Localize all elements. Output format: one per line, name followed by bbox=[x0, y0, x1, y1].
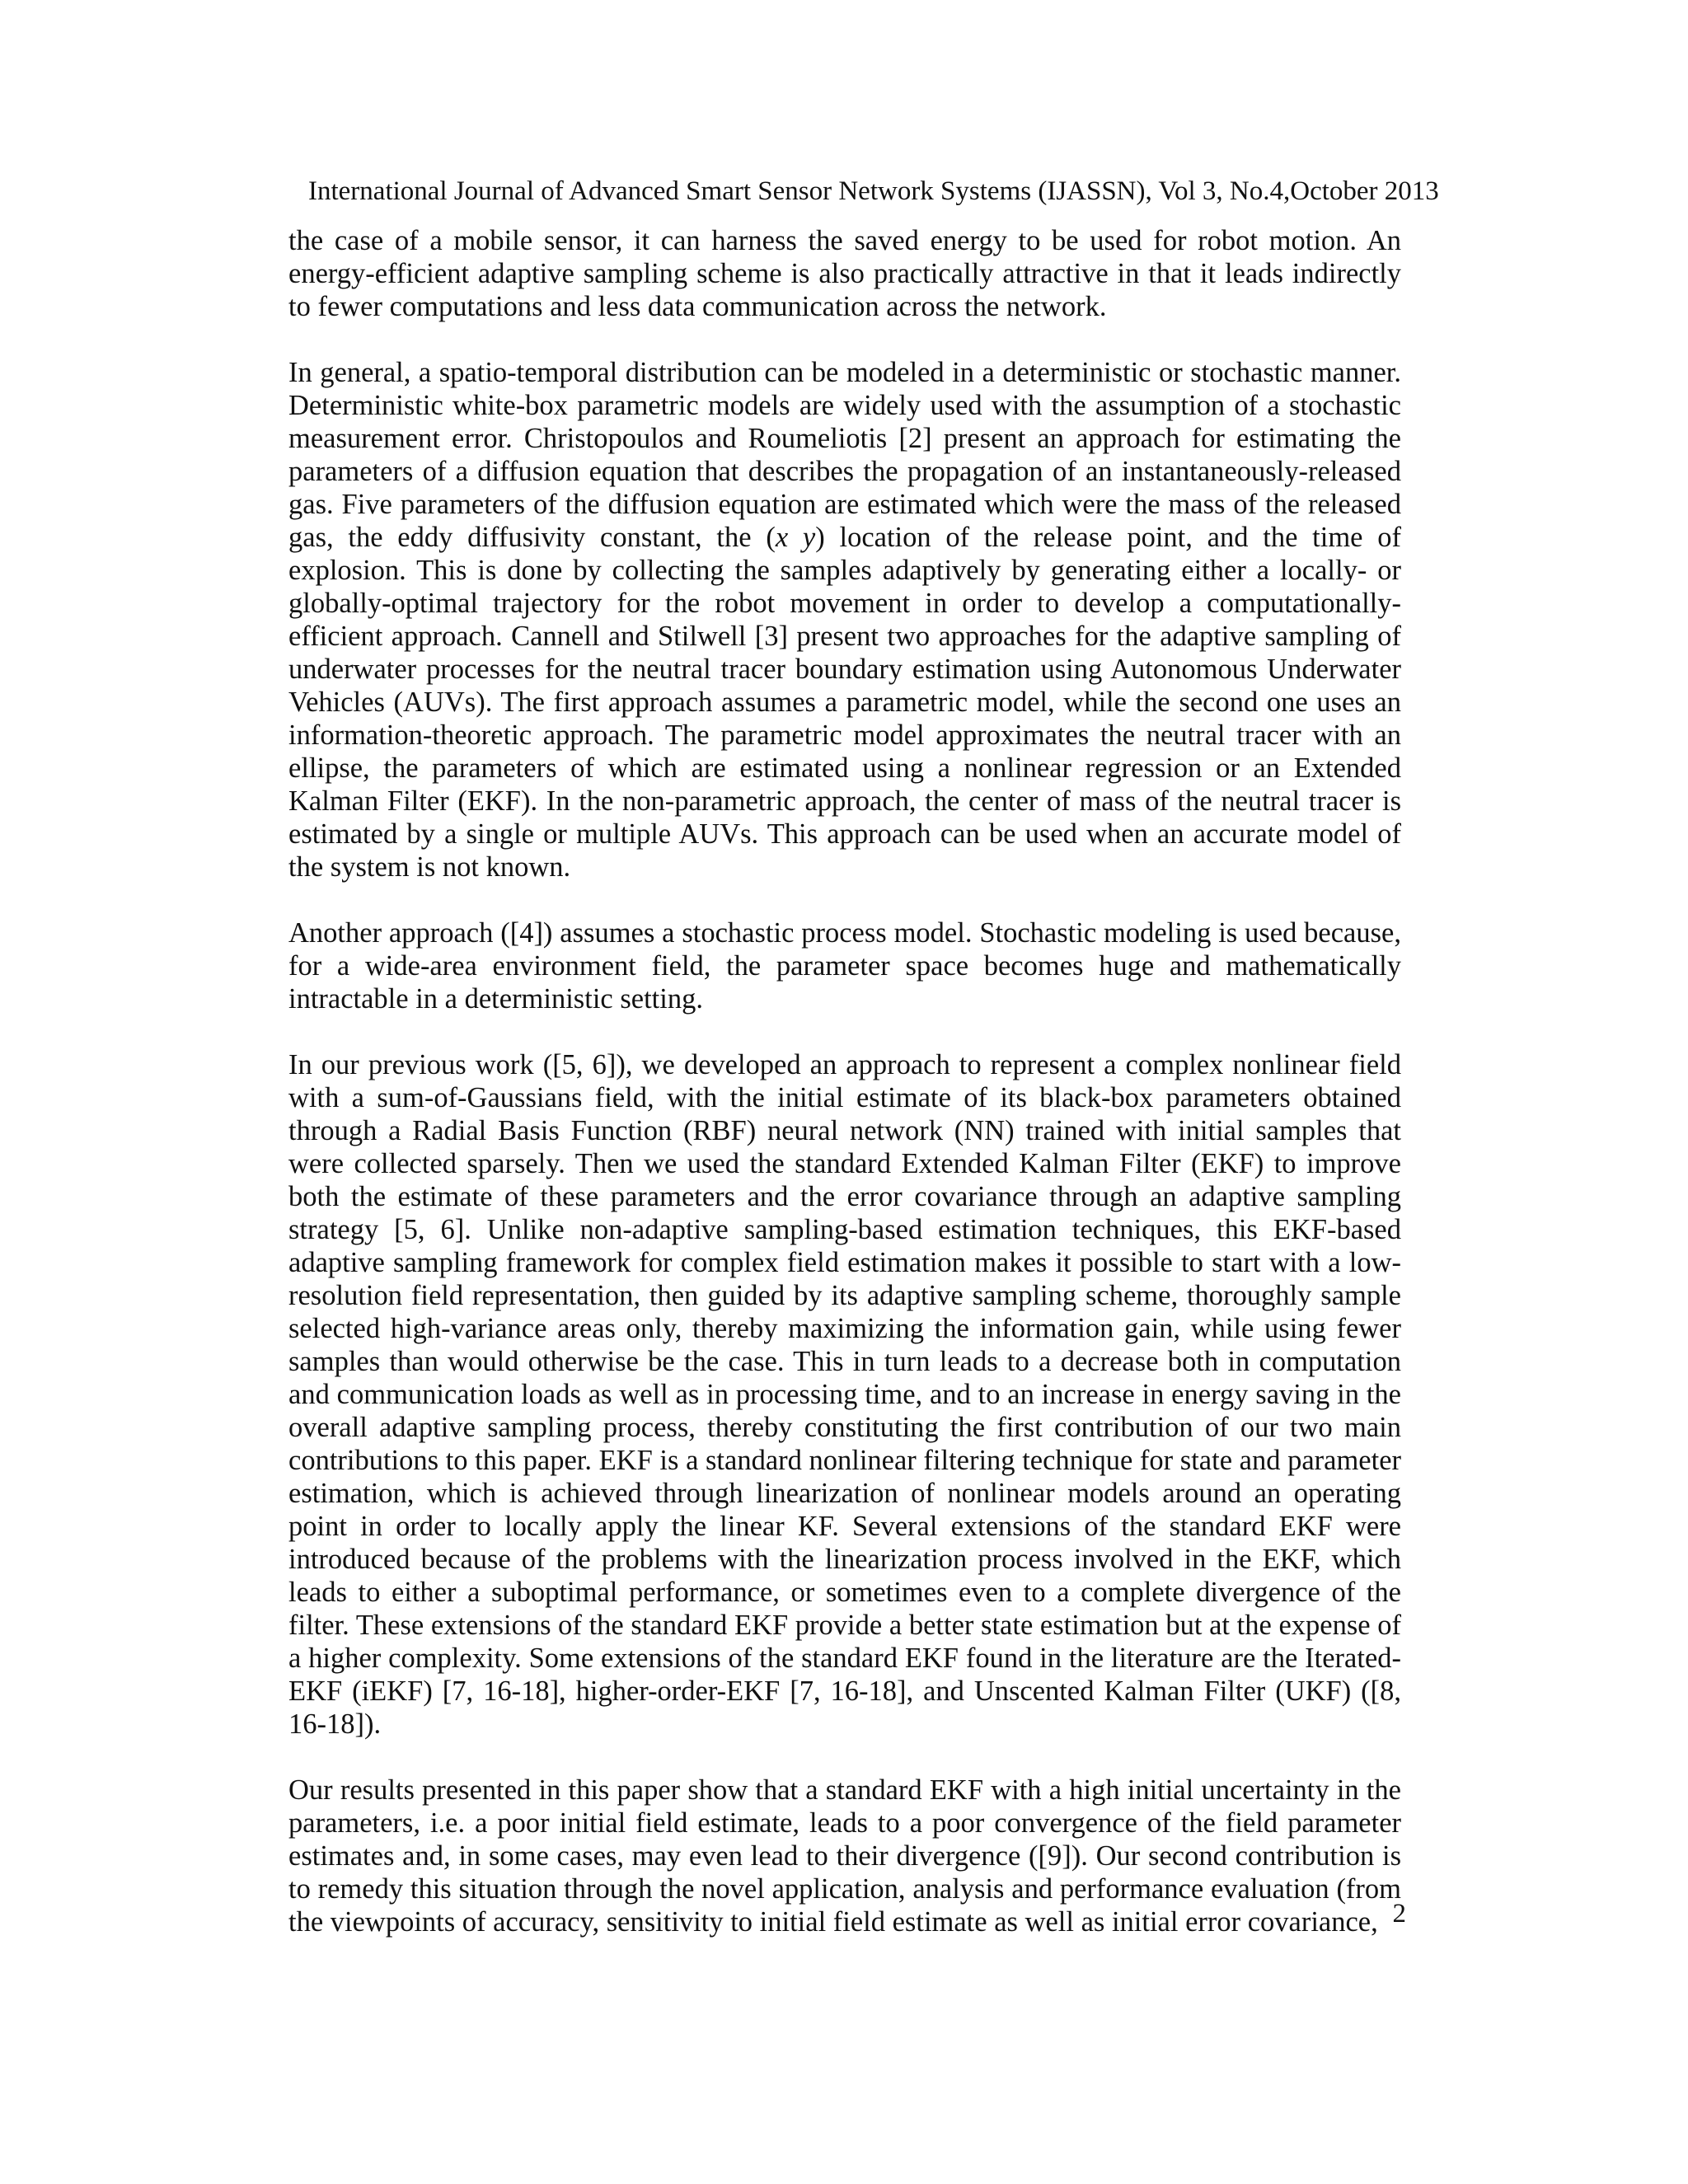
body-text bbox=[288, 224, 1401, 1971]
paragraph-previous-work: In our previous work ([5, 6]), we developed an approach to represent a complex nonlinear field with a sum-of-Gaussians field, with the initial estimate of its black-box parameters obtained through a Radial Basis Function (RBF) neural network (NN) trained with initial samples that were collected sparsely. Then we used the standard Extended Kalman Filter (EKF) to improve both the estimate of these parameters and the error covariance through an adaptive sampling strategy [5, 6]. Unlike non-adaptive sampling-based estimation techniques, this EKF-based adaptive sampling framework for complex field estimation makes it possible to start with a low-resolution field representation, then guided by its adaptive sampling scheme, thoroughly sample selected high-variance areas only, thereby maximizing the information gain, while using fewer samples than would otherwise be the case. This in turn leads to a decrease both in computation and communication loads as well as in processing time, and to an increase in energy saving in the overall adaptive sampling process, thereby constituting the first contribution of our two main contributions to this paper. EKF is a standard nonlinear filtering technique for state and parameter estimation, which is achieved through linearization of nonlinear models around an operating point in order to locally apply the linear KF. Several extensions of the standard EKF were introduced because of the problems with the linearization process involved in the EKF, which leads to either a suboptimal performance, or sometimes even to a complete divergence of the filter. These extensions of the standard EKF provide a better state estimation but at the expense of a higher complexity. Some extensions of the standard EKF found in the literature are the Iterated-EKF (iEKF) [7, 16-18], higher-order-EKF [7, 16-18], and Unscented Kalman Filter (UKF) ([8, 16-18]). bbox=[288, 1049, 1401, 1740]
paragraph-continuation: the case of a mobile sensor, it can harness the saved energy to be used for robot motion. An energy-efficient adaptive sampling scheme is also practically attractive in that it leads indirectly to fewer computations and less data communication across the network. bbox=[288, 225, 1401, 322]
italic-math-xy: x y bbox=[775, 522, 816, 553]
paragraph-results: Our results presented in this paper show that a standard EKF with a high initial uncertainty in the parameters, i.e. a poor initial field estimate, leads to a poor convergence of the field parameter estimates and, in some cases, may even lead to their divergence ([9]). Our second contribution is to remedy this situation through the novel application, analysis and performance evaluation (from the viewpoints of accuracy, sensitivity to initial field estimate as well as initial error covariance, bbox=[288, 1774, 1401, 1938]
paragraph-deterministic-models bbox=[288, 356, 1401, 883]
running-header: International Journal of Advanced Smart Sensor Network Systems (IJASSN), Vol 3, No.4,October 2013 bbox=[308, 176, 1439, 206]
page-number: 2 bbox=[1392, 1899, 1406, 1929]
paragraph-text: In general, a spatio-temporal distribution can be modeled in a deterministic or stochastic manner. Deterministic white-box parametric models are widely used with the assumption of a stochastic measurement error. Christopoulos and Roumeliotis [2] present an approach for estimating the parameters of a diffusion equation that describes the propagation of an instantaneously-released gas. Five parameters of the diffusion equation are estimated which were the mass of the released gas, the eddy diffusivity constant, the ( bbox=[288, 357, 1401, 553]
paragraph-stochastic-model: Another approach ([4]) assumes a stochastic process model. Stochastic modeling is used because, for a wide-area environment field, the parameter space becomes huge and mathematically intractable in a deterministic setting. bbox=[288, 917, 1401, 1015]
paragraph-text: ) location of the release point, and the time of explosion. This is done by collecting the samples adaptively by generating either a locally- or globally-optimal trajectory for the robot movement in order to develop a computationally-efficient approach. Cannell and Stilwell [3] present two approaches for the adaptive sampling of underwater processes for the neutral tracer boundary estimation using Autonomous Underwater Vehicles (AUVs). The first approach assumes a parametric model, while the second one uses an information-theoretic approach. The parametric model approximates the neutral tracer with an ellipse, the parameters of which are estimated using a nonlinear regression or an Extended Kalman Filter (EKF). In the non-parametric approach, the center of mass of the neutral tracer is estimated by a single or multiple AUVs. This approach can be used when an accurate model of the system is not known. bbox=[288, 522, 1401, 883]
